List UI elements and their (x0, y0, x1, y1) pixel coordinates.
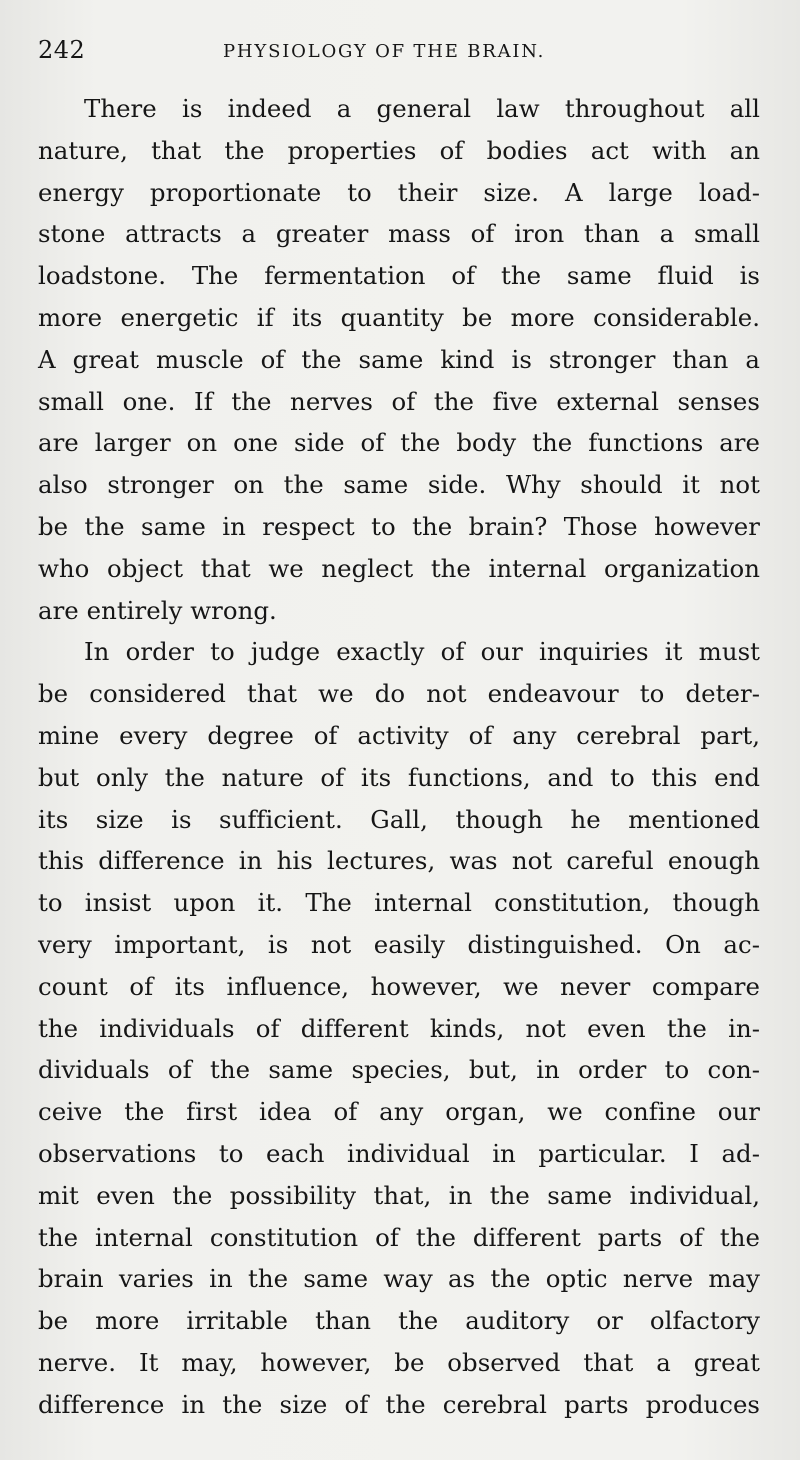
text-line: be considered that we do not endeavour to deter- (38, 679, 760, 709)
paragraph-2 (38, 631, 760, 1425)
text-line: A great muscle of the same kind is stronger than a (38, 344, 760, 374)
text-line: There is indeed a general law throughout all (84, 94, 760, 123)
text-line: nerve. It may, however, be observed that a great (38, 1347, 760, 1377)
text-line: are larger on one side of the body the functions are (38, 428, 760, 458)
text-line: this difference in his lectures, was not careful enough (38, 846, 760, 876)
page-number: 242 (38, 36, 86, 64)
text-line: ceive the first idea of any organ, we confine our (38, 1097, 760, 1127)
text-line: but only the nature of its functions, and to this end (38, 762, 760, 792)
text-line: observations to each individual in particular. I ad- (38, 1138, 760, 1168)
text-line: be more irritable than the auditory or olfactory (38, 1306, 760, 1336)
text-line: be the same in respect to the brain? Those however (38, 511, 760, 541)
text-line: difference in the size of the cerebral parts produces (38, 1389, 760, 1419)
text-line: its size is sufficient. Gall, though he mentioned (38, 804, 760, 834)
text-line: small one. If the nerves of the five external senses (38, 386, 760, 416)
text-line: loadstone. The fermentation of the same fluid is (38, 261, 760, 291)
text-line: to insist upon it. The internal constitution, though (38, 888, 760, 918)
text-line: nature, that the properties of bodies act with an (38, 135, 760, 165)
text-line: also stronger on the same side. Why should it not (38, 470, 760, 500)
text-line: count of its influence, however, we never compare (38, 971, 760, 1001)
text-line: very important, is not easily distinguished. On ac- (38, 929, 760, 959)
running-head: PHYSIOLOGY OF THE BRAIN. (223, 41, 546, 62)
paragraph-1 (38, 88, 760, 631)
text-line: energy proportionate to their size. A large load- (38, 177, 760, 207)
text-line: mine every degree of activity of any cerebral part, (38, 720, 760, 750)
text-line: stone attracts a greater mass of iron than a small (38, 219, 760, 249)
text-line: dividuals of the same species, but, in order to con- (38, 1055, 760, 1085)
text-line: the internal constitution of the different parts of the (38, 1222, 760, 1252)
text-line: In order to judge exactly of our inquiries it must (84, 637, 760, 667)
text-line: mit even the possibility that, in the same individual, (38, 1180, 760, 1210)
text-line: who object that we neglect the internal organization (38, 553, 760, 583)
text-line: more energetic if its quantity be more considerable. (38, 302, 760, 332)
text-line: are entirely wrong. (38, 595, 277, 625)
page-header (38, 36, 760, 70)
body-text (38, 88, 760, 1426)
text-line: brain varies in the same way as the optic nerve may (38, 1264, 760, 1294)
text-line: the individuals of different kinds, not even the in- (38, 1013, 760, 1043)
